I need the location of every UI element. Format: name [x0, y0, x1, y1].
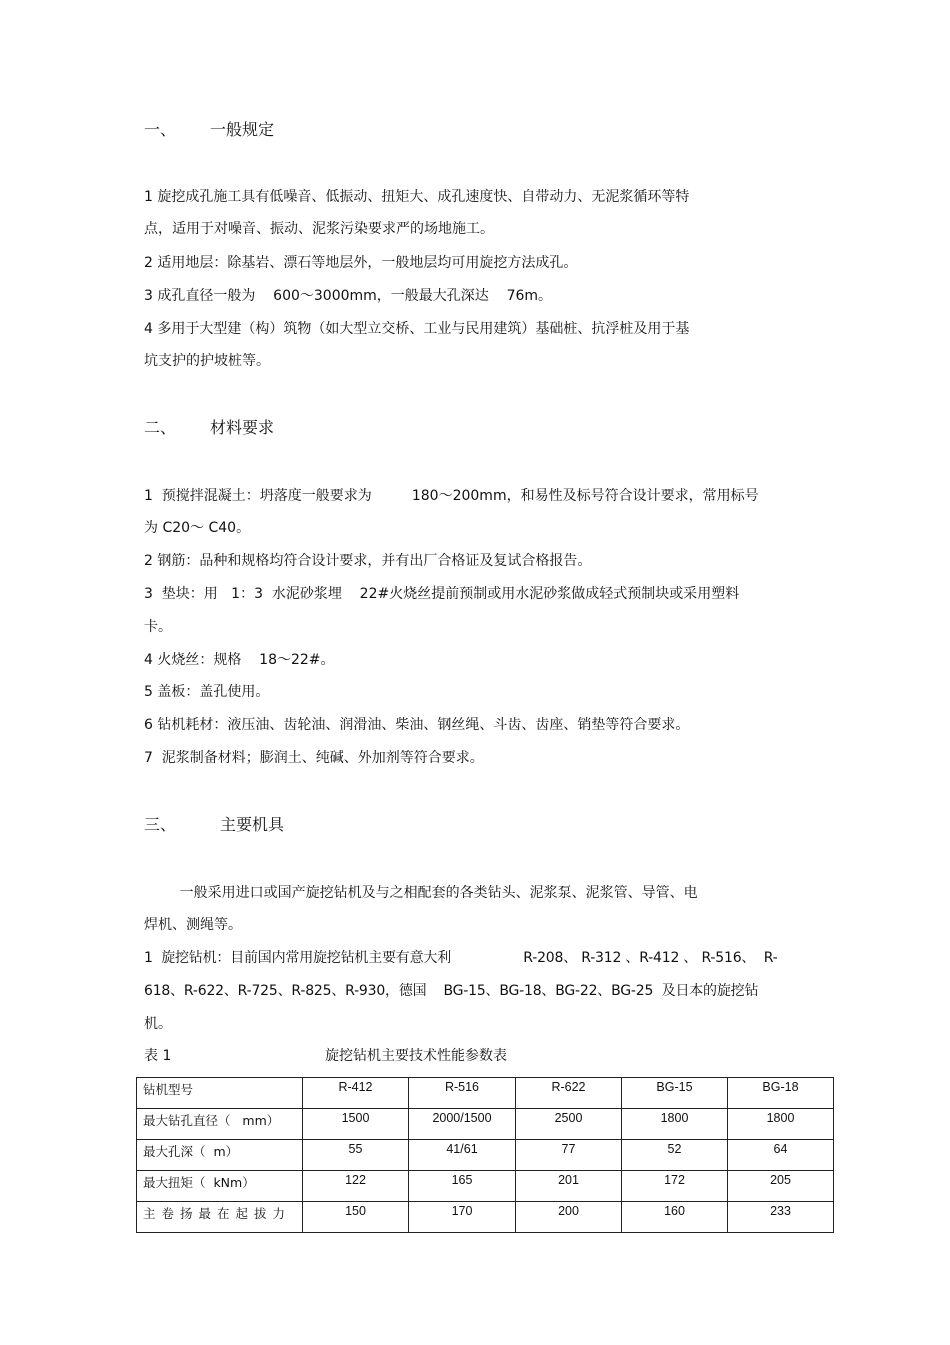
table-header-cell: 钻机型号	[137, 1078, 303, 1109]
table-row	[137, 1109, 834, 1140]
table-row-label: 最大孔深（ m）	[137, 1140, 303, 1171]
section-title: 主要机具	[220, 815, 285, 834]
paragraph-line: 3 垫块：用 1：3 水泥砂浆埋 22#火烧丝提前预制或用水泥砂浆做成轻式预制块或采用塑料	[144, 586, 740, 602]
table-row-label: 最大钻孔直径（ mm）	[137, 1109, 303, 1140]
table-row-label: 最大扭矩（ kNm）	[137, 1171, 303, 1202]
table-caption-title: 旋挖钻机主要技术性能参数表	[325, 1048, 507, 1064]
table-cell: 2500	[516, 1109, 622, 1140]
table-cell: 150	[303, 1202, 409, 1233]
table-cell: 200	[516, 1202, 622, 1233]
table-cell: 64	[728, 1140, 834, 1171]
table-row-label: 主卷扬最在起拔力	[137, 1202, 303, 1233]
section-number: 三、	[144, 815, 177, 834]
table-header-cell: R-516	[409, 1078, 516, 1109]
table-row	[137, 1171, 834, 1202]
paragraph-line: 4 多用于大型建（构）筑物（如大型立交桥、工业与民用建筑）基础桩、抗浮桩及用于基	[144, 321, 690, 337]
paragraph-line: 7 泥浆制备材料；膨润土、纯碱、外加剂等符合要求。	[144, 750, 484, 766]
paragraph-line: 3 成孔直径一般为 600～3000mm，一般最大孔深达 76m。	[144, 288, 553, 304]
paragraph-line: 2 钢筋：品种和规格均符合设计要求，并有出厂合格证及复试合格报告。	[144, 553, 592, 569]
table-header-cell: R-622	[516, 1078, 622, 1109]
table-cell: 165	[409, 1171, 516, 1202]
paragraph-line: 焊机、测绳等。	[144, 917, 242, 933]
table-cell: 55	[303, 1140, 409, 1171]
paragraph-line: 1 旋挖钻机：目前国内常用旋挖钻机主要有意大利 R-208、 R-312 、R-412 、 R-516、 R-	[144, 950, 778, 966]
table-row	[137, 1140, 834, 1171]
paragraph-line: 一般采用进口或国产旋挖钻机及与之相配套的各类钻头、泥浆泵、泥浆管、导管、电	[144, 885, 698, 901]
section-heading	[144, 119, 444, 141]
table-cell: 1800	[728, 1109, 834, 1140]
table-header-cell: BG-15	[622, 1078, 728, 1109]
table-cell: 170	[409, 1202, 516, 1233]
table-cell: 205	[728, 1171, 834, 1202]
section-number: 一、	[144, 120, 177, 139]
paragraph-line: 4 火烧丝：规格 18～22#。	[144, 652, 335, 668]
paragraph-line: 2 适用地层：除基岩、漂石等地层外，一般地层均可用旋挖方法成孔。	[144, 255, 578, 271]
table-cell: 201	[516, 1171, 622, 1202]
table-cell: 1500	[303, 1109, 409, 1140]
table-cell: 2000/1500	[409, 1109, 516, 1140]
table-cell: 52	[622, 1140, 728, 1171]
paragraph-line: 为 C20～ C40。	[144, 520, 251, 536]
table-caption-label: 表 1	[144, 1048, 172, 1064]
table-header-cell: BG-18	[728, 1078, 834, 1109]
table-cell: 122	[303, 1171, 409, 1202]
table-cell: 233	[728, 1202, 834, 1233]
paragraph-line: 1 旋挖成孔施工具有低噪音、低振动、扭矩大、成孔速度快、自带动力、无泥浆循环等特	[144, 189, 690, 205]
paragraph-line: 坑支护的护坡桩等。	[144, 353, 270, 369]
paragraph-line: 卡。	[144, 619, 172, 635]
table-header-cell: R-412	[303, 1078, 409, 1109]
section-title: 材料要求	[210, 418, 275, 437]
table-cell: 160	[622, 1202, 728, 1233]
section-title: 一般规定	[210, 120, 275, 139]
section-heading	[144, 814, 444, 836]
table-cell: 1800	[622, 1109, 728, 1140]
section-heading	[144, 417, 444, 439]
paragraph-line: 点，适用于对噪音、振动、泥浆污染要求严的场地施工。	[144, 221, 494, 237]
spec-table	[136, 1077, 834, 1233]
table-cell: 172	[622, 1171, 728, 1202]
table-cell: 77	[516, 1140, 622, 1171]
paragraph-line: 1 预搅拌混凝土：坍落度一般要求为 180～200mm，和易性及标号符合设计要求，常用标号	[144, 488, 759, 504]
section-number: 二、	[144, 418, 177, 437]
paragraph-line: 6 钻机耗材：液压油、齿轮油、润滑油、柴油、钢丝绳、斗齿、齿座、销垫等符合要求。	[144, 717, 690, 733]
paragraph-line: 618、R-622、R-725、R-825、R-930，德国 BG-15、BG-18、BG-22、BG-25 及日本的旋挖钻	[144, 983, 759, 999]
table-cell: 41/61	[409, 1140, 516, 1171]
paragraph-line: 机。	[144, 1016, 172, 1032]
table-row	[137, 1202, 834, 1233]
table-header-row	[137, 1078, 834, 1109]
paragraph-line: 5 盖板：盖孔使用。	[144, 684, 270, 700]
